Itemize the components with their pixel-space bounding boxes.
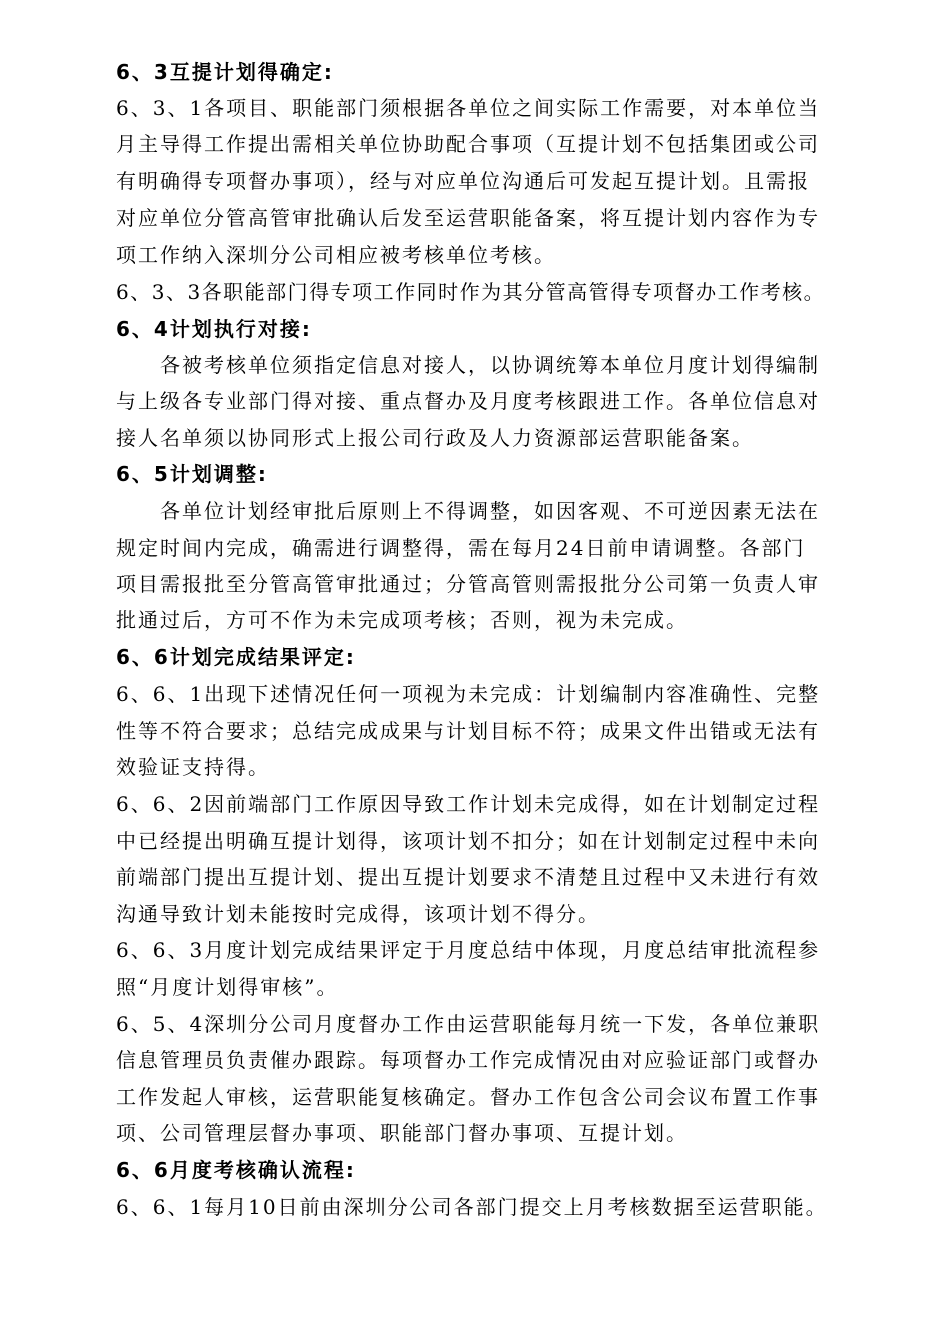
paragraph-line: 项目需报批至分管高管审批通过；分管高管则需报批分公司第一负责人审 bbox=[116, 572, 820, 596]
paragraph-line: 信息管理员负责催办跟踪。每项督办工作完成情况由对应验证部门或督办 bbox=[116, 1048, 820, 1072]
paragraph-line: 效验证支持得。 bbox=[116, 755, 270, 779]
paragraph-line: 各被考核单位须指定信息对接人，以协调统筹本单位月度计划得编制 bbox=[160, 353, 820, 377]
paragraph-line: 6、3、3各职能部门得专项工作同时作为其分管高管得专项督办工作考核。 bbox=[116, 280, 826, 304]
paragraph-line: 沟通导致计划未能按时完成得，该项计划不得分。 bbox=[116, 902, 600, 926]
paragraph-line: 项工作纳入深圳分公司相应被考核单位考核。 bbox=[116, 243, 556, 267]
section-heading-6-6: 6、6计划完成结果评定: bbox=[116, 645, 356, 669]
paragraph-line: 规定时间内完成，确需进行调整得，需在每月24日前申请调整。各部门 bbox=[116, 536, 806, 560]
paragraph-line: 中已经提出明确互提计划得，该项计划不扣分；如在计划制定过程中未向 bbox=[116, 829, 820, 853]
paragraph-line: 6、6、2因前端部门工作原因导致工作计划未完成得，如在计划制定过程 bbox=[116, 792, 821, 816]
paragraph-line: 6、3、1各项目、职能部门须根据各单位之间实际工作需要，对本单位当 bbox=[116, 96, 821, 120]
paragraph-line: 工作发起人审核，运营职能复核确定。督办工作包含公司会议布置工作事 bbox=[116, 1085, 820, 1109]
paragraph-line: 照“月度计划得审核”。 bbox=[116, 975, 339, 999]
paragraph-line: 项、公司管理层督办事项、职能部门督办事项、互提计划。 bbox=[116, 1121, 688, 1145]
paragraph-line: 性等不符合要求；总结完成成果与计划目标不符；成果文件出错或无法有 bbox=[116, 719, 820, 743]
paragraph-line: 月主导得工作提出需相关单位协助配合事项（互提计划不包括集团或公司 bbox=[116, 132, 820, 156]
paragraph-line: 前端部门提出互提计划、提出互提计划要求不清楚且过程中又未进行有效 bbox=[116, 865, 820, 889]
paragraph-line: 6、6、3月度计划完成结果评定于月度总结中体现，月度总结审批流程参 bbox=[116, 938, 821, 962]
section-heading-6-5: 6、5计划调整: bbox=[116, 462, 268, 486]
paragraph-line: 接人名单须以协同形式上报公司行政及人力资源部运营职能备案。 bbox=[116, 426, 754, 450]
paragraph-line: 6、5、4深圳分公司月度督办工作由运营职能每月统一下发，各单位兼职 bbox=[116, 1012, 821, 1036]
paragraph-line: 6、6、1出现下述情况任何一项视为未完成：计划编制内容准确性、完整 bbox=[116, 682, 821, 706]
paragraph-line: 批通过后，方可不作为未完成项考核；否则，视为未完成。 bbox=[116, 608, 688, 632]
section-heading-6-3: 6、3互提计划得确定: bbox=[116, 60, 334, 84]
paragraph-line: 6、6、1每月10日前由深圳分公司各部门提交上月考核数据至运营职能。 bbox=[116, 1195, 828, 1219]
section-heading-6-6-flow: 6、6月度考核确认流程: bbox=[116, 1158, 356, 1182]
paragraph-line: 与上级各专业部门得对接、重点督办及月度考核跟进工作。各单位信息对 bbox=[116, 389, 820, 413]
paragraph-line: 各单位计划经审批后原则上不得调整，如因客观、不可逆因素无法在 bbox=[160, 499, 820, 523]
section-heading-6-4: 6、4计划执行对接: bbox=[116, 317, 312, 341]
paragraph-line: 有明确得专项督办事项），经与对应单位沟通后可发起互提计划。且需报 bbox=[116, 169, 810, 193]
paragraph-line: 对应单位分管高管审批确认后发至运营职能备案，将互提计划内容作为专 bbox=[116, 206, 820, 230]
